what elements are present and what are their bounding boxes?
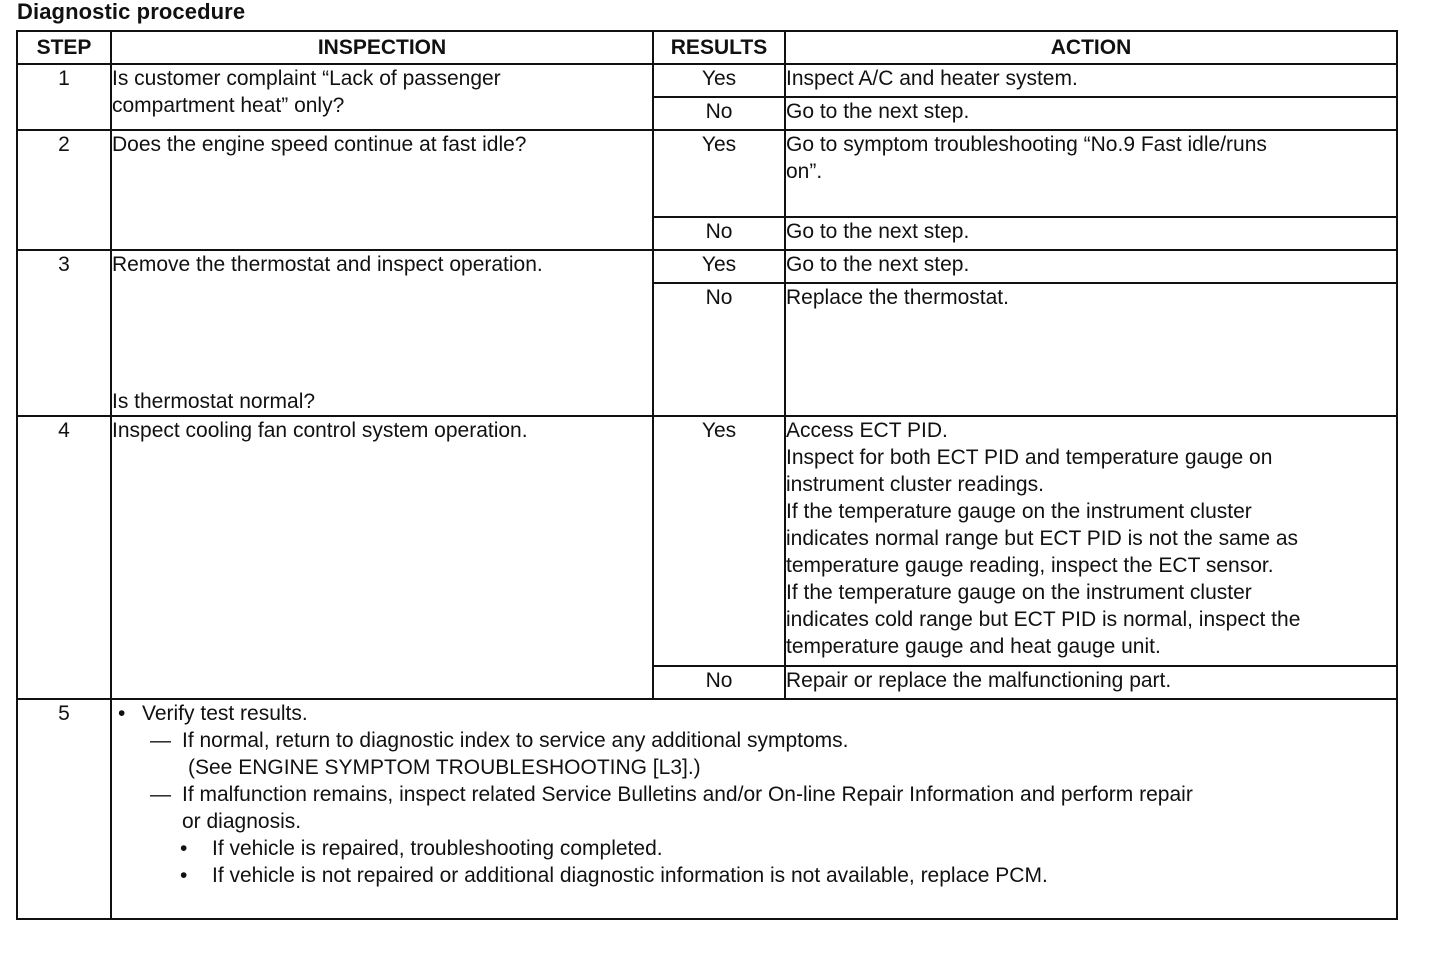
action-cell: Inspect A/C and heater system. — [785, 64, 1397, 97]
inspection-cell — [111, 64, 653, 130]
action-cell — [785, 130, 1397, 217]
result-cell: Yes — [653, 64, 785, 97]
action-text: Inspect for both ECT PID and temperature gauge on — [786, 446, 1273, 469]
inspection-cell — [111, 250, 653, 416]
see-reference: (See ENGINE SYMPTOM TROUBLESHOOTING [L3].) — [188, 756, 701, 779]
action-text: If the temperature gauge on the instrument cluster — [786, 500, 1252, 523]
action-cell: Repair or replace the malfunctioning part. — [785, 666, 1397, 699]
inspection-text: Does the engine speed continue at fast idle? — [112, 133, 527, 156]
action-text: indicates cold range but ECT PID is normal, inspect the — [786, 608, 1301, 631]
header-results: RESULTS — [653, 31, 785, 64]
table-row — [17, 250, 1397, 283]
inspection-cell — [111, 130, 653, 250]
result-cell: Yes — [653, 416, 785, 666]
page-title: Diagnostic procedure — [17, 0, 246, 24]
dash-mark: — — [150, 729, 171, 752]
action-text: Go to symptom troubleshooting “No.9 Fast idle/runs — [786, 133, 1267, 156]
action-cell: Go to the next step. — [785, 97, 1397, 130]
bullet-mark: • — [180, 837, 188, 860]
result-cell: No — [653, 666, 785, 699]
header-action: ACTION — [785, 31, 1397, 64]
step-number: 2 — [17, 130, 111, 250]
inspection-cell — [111, 416, 653, 699]
action-text: temperature gauge and heat gauge unit. — [786, 635, 1161, 658]
diagnostic-procedure-table — [16, 30, 1398, 920]
bullet-mark: • — [118, 702, 126, 725]
dash-text: If normal, return to diagnostic index to service any additional symptoms. — [182, 729, 849, 752]
inspection-text: compartment heat” only? — [112, 94, 345, 117]
inspection-text: Is customer complaint “Lack of passenger — [112, 67, 501, 90]
action-cell: Go to the next step. — [785, 250, 1397, 283]
dash-text: or diagnosis. — [182, 810, 302, 833]
table-row — [17, 699, 1397, 919]
table-row — [17, 64, 1397, 97]
sub-bullet-item — [112, 862, 1396, 889]
bullet-item — [112, 700, 1396, 727]
bullet-mark: • — [180, 864, 188, 887]
header-step: STEP — [17, 31, 111, 64]
action-text: temperature gauge reading, inspect the ECT sensor. — [786, 554, 1274, 577]
result-cell: No — [653, 97, 785, 130]
dash-item — [112, 781, 1396, 835]
action-text: indicates normal range but ECT PID is not the same as — [786, 527, 1299, 550]
action-cell: Go to the next step. — [785, 217, 1397, 250]
inspection-text: Remove the thermostat and inspect operation. — [112, 253, 543, 276]
inspection-text: Inspect cooling fan control system operation. — [112, 419, 528, 442]
dash-mark: — — [150, 783, 171, 806]
step-number: 3 — [17, 250, 111, 416]
header-inspection: INSPECTION — [111, 31, 653, 64]
action-text: on”. — [786, 160, 823, 183]
sub-bullet-text: If vehicle is not repaired or additional diagnostic information is not available, replace PCM. — [212, 864, 1048, 887]
sub-bullet-text: If vehicle is repaired, troubleshooting completed. — [212, 837, 663, 860]
header-row — [17, 31, 1397, 64]
action-cell — [785, 416, 1397, 666]
step-number: 1 — [17, 64, 111, 130]
action-text: instrument cluster readings. — [786, 473, 1044, 496]
action-text: If the temperature gauge on the instrument cluster — [786, 581, 1252, 604]
inspection-text: Is thermostat normal? — [112, 390, 316, 413]
step-number: 4 — [17, 416, 111, 699]
sub-bullet-item — [112, 835, 1396, 862]
bullet-text: Verify test results. — [142, 702, 308, 725]
table-row — [17, 416, 1397, 666]
step5-instructions — [111, 699, 1397, 919]
dash-text: If malfunction remains, inspect related Service Bulletins and/or On-line Repair Information and perform repair — [182, 783, 1193, 806]
table-row — [17, 130, 1397, 217]
result-cell: No — [653, 283, 785, 416]
action-text: Access ECT PID. — [786, 419, 948, 442]
result-cell: No — [653, 217, 785, 250]
result-cell: Yes — [653, 250, 785, 283]
action-cell: Replace the thermostat. — [785, 283, 1397, 416]
result-cell: Yes — [653, 130, 785, 217]
dash-item — [112, 727, 1396, 754]
step-number: 5 — [17, 699, 111, 919]
